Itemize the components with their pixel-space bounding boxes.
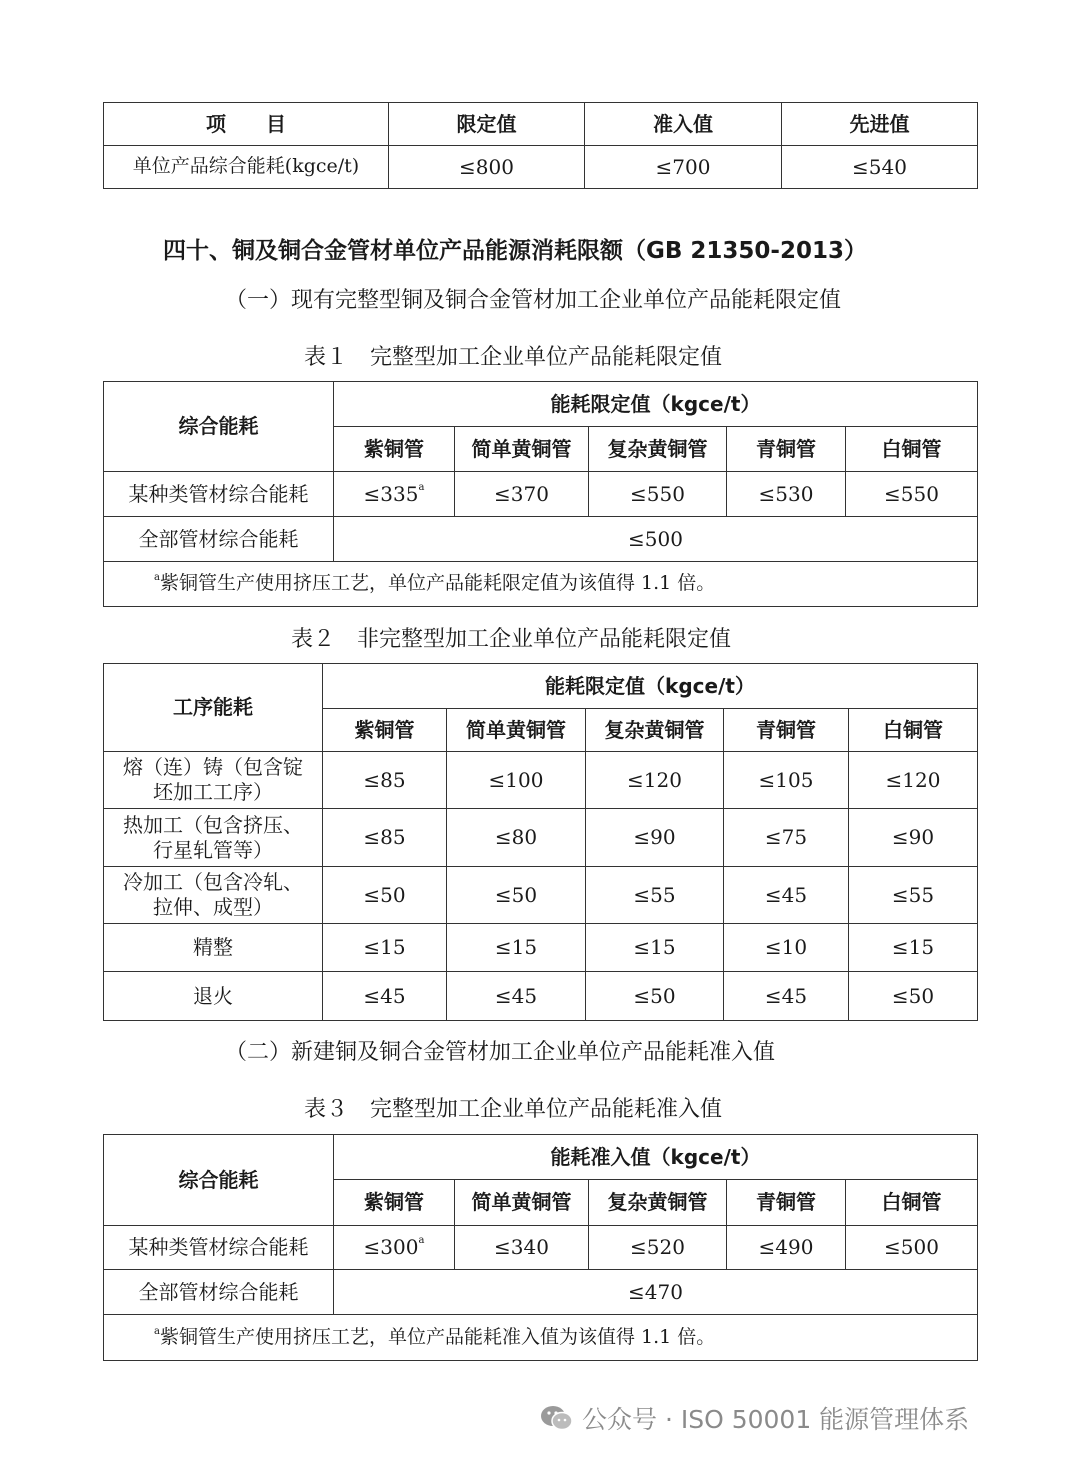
top-row-value: ≤540 xyxy=(782,146,978,189)
top-row-label: 单位产品综合能耗(kgce/t) xyxy=(104,146,389,189)
cell-value: ≤80 xyxy=(447,809,586,867)
cell-value: ≤100 xyxy=(447,752,586,809)
top-table xyxy=(103,102,978,189)
top-header-access: 准入值 xyxy=(585,103,782,146)
table-2-caption: 表２ 非完整型加工企业单位产品能耗限定值 xyxy=(291,627,732,652)
cell-value: ≤55 xyxy=(586,867,724,924)
cell-value: ≤550 xyxy=(589,472,727,517)
cell-value: ≤10 xyxy=(724,924,849,972)
cell-value: ≤45 xyxy=(447,972,586,1021)
column-header: 简单黄铜管 xyxy=(455,1180,589,1226)
cell-value: ≤530 xyxy=(727,472,846,517)
row-label: 冷加工（包含冷轧、 拉伸、成型） xyxy=(104,867,323,924)
column-header: 紫铜管 xyxy=(323,709,447,752)
table-2 xyxy=(103,663,978,1021)
row-label: 熔（连）铸（包含锭 坯加工工序） xyxy=(104,752,323,809)
cell-value: ≤15 xyxy=(323,924,447,972)
cell-value: ≤50 xyxy=(849,972,978,1021)
table-1-caption: 表１ 完整型加工企业单位产品能耗限定值 xyxy=(304,345,723,370)
column-header: 白铜管 xyxy=(846,427,978,472)
cell-value: ≤45 xyxy=(724,972,849,1021)
column-header: 复杂黄铜管 xyxy=(586,709,724,752)
column-header: 青铜管 xyxy=(727,427,846,472)
section-heading: 四十、铜及铜合金管材单位产品能源消耗限额（GB 21350-2013） xyxy=(163,238,867,264)
column-header: 复杂黄铜管 xyxy=(589,427,727,472)
cell-value: ≤85 xyxy=(323,752,447,809)
row-label: 某种类管材综合能耗 xyxy=(104,1226,334,1270)
cell-value: ≤50 xyxy=(586,972,724,1021)
cell-value: ≤85 xyxy=(323,809,447,867)
footnote-mark: a xyxy=(418,1235,425,1246)
row-label: 热加工（包含挤压、 行星轧管等） xyxy=(104,809,323,867)
cell-value: ≤90 xyxy=(586,809,724,867)
cell-value: ≤120 xyxy=(849,752,978,809)
row-label: 全部管材综合能耗 xyxy=(104,517,334,562)
cell-value: ≤550 xyxy=(846,472,978,517)
footnote-mark: a xyxy=(418,481,425,493)
cell-value: ≤490 xyxy=(727,1226,846,1270)
row-label: 精整 xyxy=(104,924,323,972)
cell-value: ≤520 xyxy=(589,1226,727,1270)
column-header: 简单黄铜管 xyxy=(447,709,586,752)
top-header-item: 项 目 xyxy=(104,103,389,146)
column-header: 白铜管 xyxy=(846,1180,978,1226)
cell-value: ≤500 xyxy=(846,1226,978,1270)
table-3 xyxy=(103,1134,978,1361)
top-row-value: ≤800 xyxy=(389,146,585,189)
row-label: 全部管材综合能耗 xyxy=(104,1270,334,1315)
row-label: 退火 xyxy=(104,972,323,1021)
cell-value: ≤75 xyxy=(724,809,849,867)
cell-value: ≤105 xyxy=(724,752,849,809)
table-3-group-header: 能耗准入值（kgce/t） xyxy=(334,1135,978,1180)
cell-value: ≤15 xyxy=(849,924,978,972)
cell-value: ≤15 xyxy=(586,924,724,972)
cell-value: ≤50 xyxy=(447,867,586,924)
cell-value: $\le 300^a$ xyxy=(334,1226,455,1270)
watermark-text: 公众号 · ISO 50001 能源管理体系 xyxy=(582,1405,970,1434)
column-header: 青铜管 xyxy=(727,1180,846,1226)
table-note: $^a$紫铜管生产使用挤压工艺，单位产品能耗准入值为该值得 1.1 倍。 xyxy=(104,1315,978,1361)
top-row-value: ≤700 xyxy=(585,146,782,189)
table-note: $^a$紫铜管生产使用挤压工艺，单位产品能耗限定值为该值得 1.1 倍。 xyxy=(104,562,978,607)
table-3-caption: 表３ 完整型加工企业单位产品能耗准入值 xyxy=(304,1097,723,1122)
column-header: 简单黄铜管 xyxy=(455,427,589,472)
cell-value: ≤340 xyxy=(455,1226,589,1270)
column-header: 紫铜管 xyxy=(334,427,455,472)
table-3-row-header: 综合能耗 xyxy=(104,1135,334,1226)
cell-value: ≤15 xyxy=(447,924,586,972)
subsection-2-title: （二）新建铜及铜合金管材加工企业单位产品能耗准入值 xyxy=(225,1040,776,1065)
cell-value: ≤500 xyxy=(334,517,978,562)
subsection-1-title: （一）现有完整型铜及铜合金管材加工企业单位产品能耗限定值 xyxy=(225,288,842,313)
cell-value: ≤45 xyxy=(323,972,447,1021)
row-label: 某种类管材综合能耗 xyxy=(104,472,334,517)
wechat-icon xyxy=(540,1405,574,1431)
watermark xyxy=(540,1400,969,1436)
column-header: 复杂黄铜管 xyxy=(589,1180,727,1226)
top-header-limit: 限定值 xyxy=(389,103,585,146)
cell-value: ≤120 xyxy=(586,752,724,809)
table-1-row-header: 综合能耗 xyxy=(104,382,334,472)
cell-value: ≤55 xyxy=(849,867,978,924)
cell-value: ≤90 xyxy=(849,809,978,867)
cell-value: ≤45 xyxy=(724,867,849,924)
column-header: 紫铜管 xyxy=(334,1180,455,1226)
table-1-group-header: 能耗限定值（kgce/t） xyxy=(334,382,978,427)
column-header: 青铜管 xyxy=(724,709,849,752)
cell-value: ≤50 xyxy=(323,867,447,924)
cell-value: ≤470 xyxy=(334,1270,978,1315)
top-header-advanced: 先进值 xyxy=(782,103,978,146)
column-header: 白铜管 xyxy=(849,709,978,752)
cell-value: ≤370 xyxy=(455,472,589,517)
table-2-group-header: 能耗限定值（kgce/t） xyxy=(323,664,978,709)
table-2-row-header: 工序能耗 xyxy=(104,664,323,752)
table-1 xyxy=(103,381,978,607)
cell-value: $\le 335^a$ xyxy=(334,472,455,517)
